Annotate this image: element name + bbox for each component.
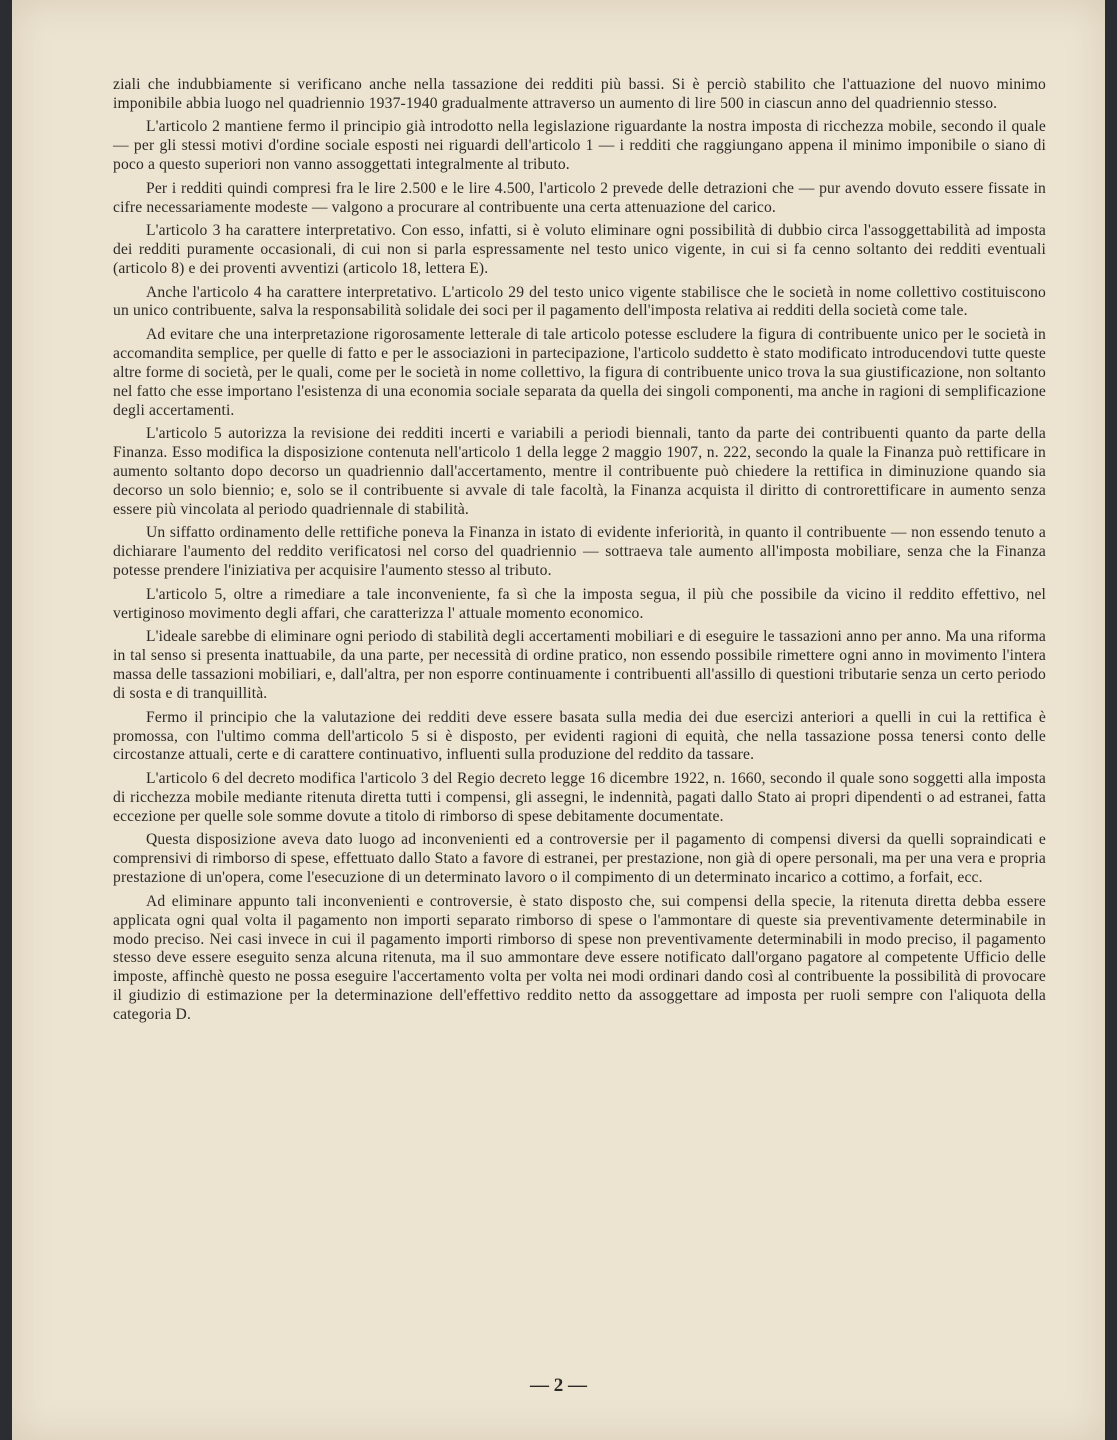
- paragraph: L'articolo 5 autorizza la revisione dei redditi incerti e variabili a periodi biennali, tanto da parte dei contribuenti quanto da parte della Finanza. Esso modifica la disposizione contenuta nell'articolo 1 della legge 2 maggio 1907, n. 222, secondo la quale la Finanza può rettificare in aumento soltanto dopo decorso un quadriennio dall'accertamento, mentre il contribuente può chiedere la rettifica in diminuzione quando sia decorso un solo biennio; e, solo se il contribuente si avvale di tale facoltà, la Finanza acquista il diritto di controrettificare in aumento senza essere più vincolata al periodo quadriennale di stabilità.: [113, 425, 1046, 519]
- paragraph: Ad evitare che una interpretazione rigorosamente letterale di tale articolo potesse escludere la figura di contribuente unico per le società in accomandita semplice, per quelle di fatto e per le associazioni in partecipazione, l'articolo suddetto è stato modificato introducendovi tutte queste altre forme di società, per le quali, come per le società in nome collettivo, la figura di contribuente unico trova la sua giustificazione, non soltanto nel fatto che esse importano l'esistenza di una economia sociale separata da quella dei singoli componenti, ma anche in ragioni di semplificazione degli accertamenti.: [113, 325, 1046, 419]
- paragraph: L'articolo 3 ha carattere interpretativo. Con esso, infatti, si è voluto eliminare ogni possibilità di dubbio circa l'assoggettabilità ad imposta dei redditi puramente occasionali, di cui non si parla espressamente nel testo unico vigente, in cui si fa cenno soltanto dei redditi eventuali (articolo 8) e dei proventi avventizi (articolo 18, lettera E).: [113, 222, 1046, 278]
- paragraph: Per i redditi quindi compresi fra le lire 2.500 e le lire 4.500, l'articolo 2 prevede delle detrazioni che — pur avendo dovuto essere fissate in cifre necessariamente modeste — valgono a procurare al contribuente una certa attenuazione del carico.: [113, 179, 1046, 216]
- paragraph: Ad eliminare appunto tali inconvenienti e controversie, è stato disposto che, sui compensi della specie, la ritenuta diretta debba essere applicata ogni qual volta il pagamento non importi separato rimborso di spese o l'ammontare di queste sia preventivamente determinabile in modo preciso. Nei casi invece in cui il pagamento importi rimborso di spese non preventivamente determinabili in modo preciso, il pagamento stesso deve essere eseguito senza alcuna ritenuta, ma il suo ammontare deve essere notificato dall'organo pagatore al competente Ufficio delle imposte, affinchè questo ne possa eseguire l'accertamento volta per volta nei modi ordinari dando così al contribuente la possibilità di provocare il giudizio di estimazione per la determinazione dell'effettivo reddito netto da assoggettare ad imposta per ruoli sempre con l'aliquota della categoria D.: [113, 892, 1046, 1024]
- paragraph: L'articolo 5, oltre a rimediare a tale inconveniente, fa sì che la imposta segua, il più che possibile da vicino il reddito effettivo, nel vertiginoso movimento degli affari, che caratterizza l' attuale momento economico.: [113, 585, 1046, 622]
- paragraph: L'articolo 2 mantiene fermo il principio già introdotto nella legislazione riguardante la nostra imposta di ricchezza mobile, secondo il quale — per gli stessi motivi d'ordine sociale esposti nei riguardi dell'articolo 1 — i redditi che raggiungano appena il minimo imponibile o siano di poco a questo superiori non vanno assoggettati integralmente al tributo.: [113, 118, 1046, 174]
- paragraph: Un siffatto ordinamento delle rettifiche poneva la Finanza in istato di evidente inferiorità, in quanto il contribuente — non essendo tenuto a dichiarare l'aumento del reddito verificatosi nel corso del quadriennio — sottraeva tale aumento all'imposta mobiliare, senza che la Finanza potesse prendere l'iniziativa per acquisire l'aumento stesso al tributo.: [113, 524, 1046, 580]
- paragraph: Anche l'articolo 4 ha carattere interpretativo. L'articolo 29 del testo unico vigente stabilisce che le società in nome collettivo costituiscono un unico contribuente, salva la responsabilità solidale dei soci per il pagamento dell'imposta relativa ai redditi della società come tale.: [113, 283, 1046, 320]
- paragraph: L'articolo 6 del decreto modifica l'articolo 3 del Regio decreto legge 16 dicembre 1922, n. 1660, secondo il quale sono soggetti alla imposta di ricchezza mobile mediante ritenuta diretta tutti i compensi, gli assegni, le indennità, pagati dallo Stato ai propri dipendenti o ad estranei, fatta eccezione per quelle sole somme dovute a titolo di rimborso di spese debitamente documentate.: [113, 769, 1046, 825]
- paragraph: Fermo il principio che la valutazione dei redditi deve essere basata sulla media dei due esercizi anteriori a quelli in cui la rettifica è promossa, con l'ultimo comma dell'articolo 5 si è disposto, per evidenti ragioni di equità, che nella tassazione possa tenersi conto delle circostanze attuali, certe e di carattere continuativo, influenti sulla produzione del reddito da tassare.: [113, 708, 1046, 764]
- paragraph: Questa disposizione aveva dato luogo ad inconvenienti ed a controversie per il pagamento di compensi diversi da quelli sopraindicati e comprensivi di rimborso di spese, effettuato dallo Stato a favore di estranei, per prestazione, non già di opere personali, ma per una vera e propria prestazione di un'opera, come l'esecuzione di un determinato lavoro o il compimento di un determinato incarico a cottimo, a forfait, ecc.: [113, 831, 1046, 887]
- paragraph: ziali che indubbiamente si verificano anche nella tassazione dei redditi più bassi. Si è perciò stabilito che l'attuazione del nuovo minimo imponibile abbia luogo nel quadriennio 1937-1940 gradualmente attraverso un aumento di lire 500 in ciascun anno del quadriennio stesso.: [113, 76, 1046, 112]
- document-page: [12, 0, 1105, 1440]
- paragraph: L'ideale sarebbe di eliminare ogni periodo di stabilità degli accertamenti mobiliari e di eseguire le tassazioni anno per anno. Ma una riforma in tal senso si presenta inattuabile, da una parte, per necessità di ordine pratico, non essendo possibile rimettere ogni anno in movimento l'intera massa delle tassazioni mobiliari, e, dall'altra, per non esporre continuamente i contribuenti all'assillo di questioni tributarie senza un certo periodo di sosta e di tranquillità.: [113, 628, 1046, 703]
- page-number: — 2 —: [530, 1375, 587, 1396]
- body-text: [113, 76, 1046, 1030]
